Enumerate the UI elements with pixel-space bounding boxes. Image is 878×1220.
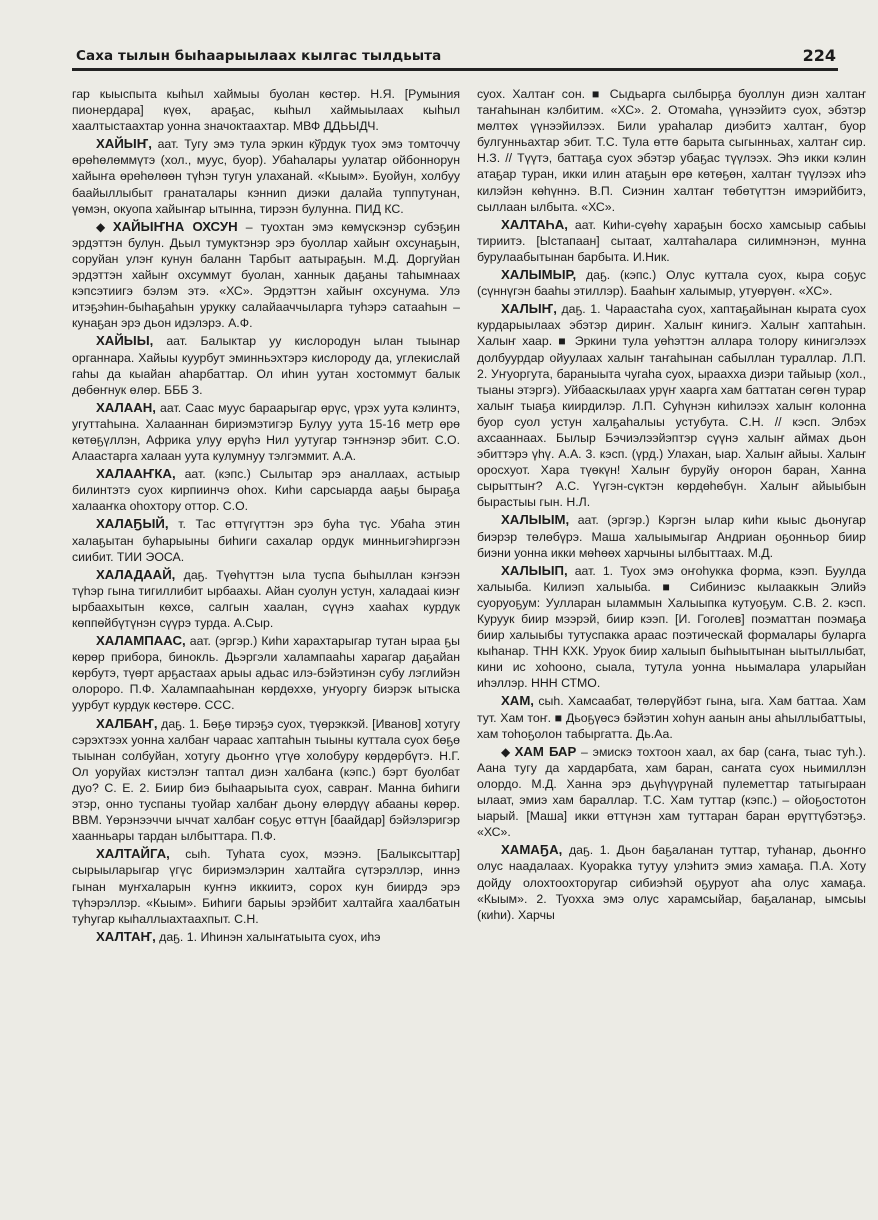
- dictionary-entry: [72, 219, 460, 332]
- left-column: [72, 86, 460, 1206]
- entry-definition: даҕ. 1. Бөҕө тирэҕэ суох, түөрэккэй. [Иванов] хотугу сэрэхтээх уонна халбаҥ чараас хаптаһын тыыны куттала суох бөҕө тыынан солбуйан, хотугу дьоҥҥо үтүө холобуру көрдөрбүтэ. Н.Г. Ол уоруйах кистэлэҥ таптал диэн халбаҥа (кэпс.) бэрт буолбат дуо? С. Е. 2. Биир биэ быһаарыыта суох, савраҥ. Манна биһиги этэр, онно туспаны туойар халбаҥ дьону өлөрдүү абааны көрөр. ВВМ. Үөрэнээччи ыччат халбаҥ соҕус өттүн [баайдар] бэйэлэригэр хаанньары тардан ылбыттара. П.Ф.: [72, 716, 460, 844]
- dictionary-entry: [477, 563, 866, 692]
- dictionary-entry: [477, 86, 866, 215]
- entry-headword: ХАЙЫҤНА ОХСУН: [112, 218, 238, 234]
- dictionary-entry: [477, 267, 866, 299]
- entry-definition: даҕ. 1. Иһинэн халыҥатыыта суох, иһэ: [159, 929, 381, 944]
- entry-headword: ХАЛЫЫМ,: [501, 512, 570, 528]
- running-title: Саха тылын быhаарыылаах кылгас тылдьыта: [76, 48, 442, 64]
- dictionary-entry: [72, 466, 460, 514]
- entry-headword: ХАЛААН,: [96, 399, 156, 415]
- entry-headword: ХАЛАҔЫЙ,: [96, 516, 169, 532]
- entry-definition: гар кыыспыта кыhыл хаймыы буолан көстөр. Н.Я. [Румыния пионердара] күөх, араҕас, кыhыл хаймыылаах кыhыл хаалтыстаахтар уонна значоктаахтар. МВФ ДДЬЫДЧ.: [72, 87, 460, 134]
- entry-headword: ХАЛТАҤ,: [96, 928, 156, 944]
- dictionary-entry: [72, 567, 460, 631]
- entry-headword: ХАЛТАҺА,: [501, 216, 568, 232]
- entry-headword: ХАЛЫЫП,: [501, 562, 568, 578]
- entry-headword: ХАЙЫЫ,: [96, 333, 154, 349]
- dictionary-entry: [72, 516, 460, 564]
- dictionary-entry: [72, 333, 460, 397]
- dictionary-entry: [72, 846, 460, 926]
- dictionary-entry: [477, 842, 866, 922]
- entry-definition: даҕ. 1. Чараастаһа суох, хаптаҕайынан кырата суох курдарыылаах эбэтэр дириҥ. Халыҥ кинигэ. Халыҥ хаптаһын. Халыҥ хаар. ■ Эркини тула уөһэттэн аллара толору кинигэлээх долбуурдар ойуулаах халыҥ таҥаһынан сабыллан тураллар. Л.П. 2. Уҥуоргута, бараныыта чугаһа суох, ыраахха диэри тайыыр (хол., тыаны этэргэ). Уйбааскылаах урүҥ хаарга хам баттатан сөгөн турар халыҥ тыаҕа киирдилэр. Л.П. Суһүнэн киһилээх халыҥ колонна буор суол устун халҕаһалыы устубута. С.Н. // кэсп. Элбэх ахсааннаах. Былыр Бэчиэлээйэптэр сүүнэ халыҥ аймах дьон эбиттэрэ үһү. А.А. 3. кэсп. (үрд.) Улахан, ыар. Халыҥ айыы. Халыҥ оросхуот. Хара түөкүн! Халыҥ буруйу оҥорон баран, Ханна сырыттыҥ? А.С. Үүгэн-сүктэн көрдөһөбүн. Халыҥ айыыбын бырастыы гын. Н.Л.: [477, 302, 866, 510]
- entry-headword: ХАЙЫҤ,: [96, 136, 152, 152]
- dictionary-entry: [477, 217, 866, 265]
- entry-definition: аат. 1. Туох эмэ оҥоһукка форма, кээп. Буулда халыыба. Килиэп халыыба. ■ Сибиниэс кылааккын Элийэ суоруоҕум: Уулларан ыламмын Халыыпка кутуоҕум. С.В. 2. кэсп. Куруук биир мээрэй, биир кээп. [И. Гоголев] поэматтан поэмаҕа биир халыыбы тутуспакка араас поэтическай формалары буларга кыһанар. ТНН КХК. Уруок биир халыып быһыытынан ыытыллыбат, кини ис хоһооно, сыала, тутула уонна ньымалара уларыйан иһэллэр. ННН СТМО.: [477, 563, 866, 691]
- entry-headword: ХАМАҔА,: [501, 842, 563, 858]
- dictionary-entry: [477, 512, 866, 560]
- idiom-diamond-icon: ◆: [501, 744, 512, 759]
- page-number: 224: [802, 46, 836, 65]
- entry-definition: аат. Киһи-сүөһү хараҕын босхо хамсыыр сабыы тириитэ. [Ыстапаан] сытаат, халтаһалара силимнэнэн, мунна бурулаабытынан барбыта. И.Ник.: [477, 217, 866, 264]
- entry-definition: аат. (эргэр.) Киһи харахтарыгар тутан ыраа ҕы көрөр прибора, бинокль. Дьэргэли халампааһы харагар даҕайан көрбутэ, түөрт арҕастаах арыы адьас илэ-бэйэтинэн субу лэглийэн олороро. П.Ф. Халампааһынан көрдөхxө, уҥуоргу биэрэк ытыска уурбут курдук көстөрө. ССС.: [72, 634, 460, 713]
- entry-headword: ХАЛБАҤ,: [96, 715, 158, 731]
- dictionary-entry: [477, 301, 866, 510]
- entry-definition: т. Тас өттүгүттэн эрэ буһа түс. Убаһа этин халаҕытан буһарыыны биһиги сахалар ордук минньигэһиргээн сиибит. ТИИ ЭОСА.: [72, 517, 460, 564]
- entry-headword: ХАЛЫҤ,: [501, 301, 557, 317]
- entry-headword: ХАМ БАР: [514, 743, 577, 759]
- entry-definition: – эмискэ тохтоон хаал, ах бар (саҥа, тыас туһ.). Аана тугу да хардарбата, хам баран, саҥата суох ньимиллэн олордо. М.Д. Ханна эрэ дьүһүүрүнай пулеметтар татыгыраан ылаат, эмиэ хам бараллар. Т.С. Хам туттар (кэпс.) – ойоҕостотон ыарый. [Маша] икки өттүнэн хам туттаран баран өрүттүбэтэҕэ. «ХС».: [477, 744, 866, 840]
- dictionary-entry: [72, 400, 460, 464]
- entry-headword: ХАЛААҤКА,: [96, 466, 176, 482]
- dictionary-entry: [72, 929, 460, 945]
- entry-definition: аат. Балыктар уу кислородун ылан тыынар органнара. Хайыы куурбут эминньэхтэрэ кислороду да, углекислай гаһы да кыайан аһарбаттар. Ол иһин уутан хостоммут балык дөбөҥнук өлөр. БББ З.: [72, 334, 460, 397]
- dictionary-entry: [477, 744, 866, 841]
- entry-definition: даҕ. Түөһүттэн ыла туспа быһыллан кэҥээн түһэр гына тигиллибит ырбаахы. Айан суолун устун, халадааi киэҥ ырбаахытын көхсө, салгын хаалан, сүүнэ хааһах курдук көппөйбүтүнэн сүүрэ турда. А.Сыр.: [72, 567, 460, 630]
- entry-definition: – туохтан эмэ көмүскэнэр субэҕин эрдэттэн булун. Дьыл тумуктэнэр эрэ буоллар хайыҥ охсунаҕын, соруйан улэҥ кунун баланн Тарбыт аатыраҕын. М.Д. Доргуйан эрдэттэн хайыҥ охсуммут буолан, ханнык даҕаны таһымнаах кэпсэтиигэ бэлэм этэ. «ХС». Эрдэттэн хайыҥ охсунума. Улэ итэҕэһин-быһаҕаһын урукку салайааччыларга туһэрэ сатааһын – кунаҕан эрэ дьон идэлэрэ. А.Ф.: [72, 219, 460, 331]
- running-head: [72, 46, 838, 71]
- entry-definition: суох. Халтаҥ сон. ■ Сыдьарга сылбырҕа буоллун диэн халтаҥ таҥаһынан кэлбитим. «ХС». 2. Отомаһа, үүнээйитэ суох, эбэтэр мөлтөх үүнээйилээх. Били ураһалар диэбитэ халтаҥ, буор булгунньахтар эбит. Т.С. Тула өттө барыта сыгынньах, халтаҥ сир. Н.З. // Түүтэ, баттаҕа суох эбэтэр убаҕас түүлээх. Эһэ икки кэлин атаҕар туран, икки илин атаҕын өрө көтөҕөн, халтаҥ түүлээх иһэ килэйэн көһүннэ. В.П. Сиэнин халтаҥ төбөтүттэн имэрийбитэ, сыллаан ылбыта. «ХС».: [477, 87, 866, 214]
- entry-definition: аат. (кэпс.) Сылытар эрэ аналлаах, астыыр билинтэтэ суох кирпиинчэ оһох. Киһи сарсыарда ааҕы быраҕа халааҥка оһохтору оттор. С.О.: [72, 467, 460, 514]
- dictionary-entry: [477, 693, 866, 741]
- right-column: [477, 86, 866, 1206]
- entry-headword: ХАМ,: [501, 693, 534, 709]
- idiom-diamond-icon: ◆: [96, 219, 110, 234]
- entry-definition: аат. Тугу эмэ тула эркин кў̇рдук туох эмэ томточчу өрөһөлөммүтэ (хол., муус, буор). Убаһалары уулатар ойбоннорун хайыҥа өрөһөлөөн түһэн тугун улаханай. «Кыым». Буойун, холбуу баайыллыбыт гранаталары кэнниn диэки далайа туппутунан, үөмэн, окуопа хайыҥар ытынна, тирээн булунна. ПИД КС.: [72, 137, 460, 216]
- entry-headword: ХАЛАДААЙ,: [96, 566, 176, 582]
- dictionary-entry: [72, 136, 460, 216]
- entry-headword: ХАЛЫМЫР,: [501, 267, 577, 283]
- entry-definition: даҕ. 1. Дьон баҕаланан туттар, туһанар, дьоҥҥо олус наадалаах. Куораkка тутуу улэһитэ эмиэ хамаҕа. П.А. Хоту дойду олохтоохторугар сибиэһэй оҕуруот аһа олус хамаҕа. «Кыым». 2. Туохха эмэ олус харамсыйар, баҕаланар, ымсыы (киһи). Харчы: [477, 843, 866, 922]
- entry-definition: сыһ. Хамсаабат, төлөрүйбэт гына, ыга. Хам баттаа. Хам тут. Хам тоҥ. ■ Дьоҕүөсэ бэйэтин хоһун аанын аны аһыллыбаттыы, хам тоһоҕолон табыргатта. Дь.Аа.: [477, 694, 866, 741]
- entry-definition: даҕ. (кэпс.) Олус куттала суох, кыра соҕус (сүннүгэн бааһы этиллэр). Бааһыҥ халымыр, утуөрүөҥ. «ХС».: [477, 268, 866, 299]
- entry-headword: ХАЛАМПААС,: [96, 633, 186, 649]
- entry-definition: сыһ. Туһата суох, мээнэ. [Балыксыттар] сырыыларыгар үгүс бириэмэлэрин халтайга сүтэрэллэр, иннэ гынан муҥхаларын куҥнэ иккиитэ, сорох кун биирдэ эрэ түһэрэллэр. «Кыым». Биһиги барыы эрэйбит халтайга хаалбатын туһугар кыһаллыахтаахпыт. С.Н.: [72, 847, 460, 926]
- entry-definition: аат. (эргэр.) Кэргэн ылар киһи кыыс дьонугар биэрэр төлөбүрэ. Маша халыымыгар Андриан оҕонньор биир биэни уонна икки мөһөөх харчыны ылбыттаах. М.Д.: [477, 513, 866, 560]
- entry-headword: ХАЛТАЙГА,: [96, 846, 170, 862]
- dictionary-entry: [72, 86, 460, 134]
- entry-definition: аат. Саас муус бараарыгар өрүс, үрэх уута кэлинтэ, угуттаһына. Халааннан бириэмэтигэр Булуу уута 15-16 метр өрө көтөҕүллэн, Африка улуу өрүһэ Нил уутугар тэҥнэнэр эбит. С.О. Алаастарга халаан уута кулумнуу тэлгэммит. А.А.: [72, 400, 460, 464]
- dictionary-entry: [72, 633, 460, 713]
- dictionary-entry: [72, 716, 460, 845]
